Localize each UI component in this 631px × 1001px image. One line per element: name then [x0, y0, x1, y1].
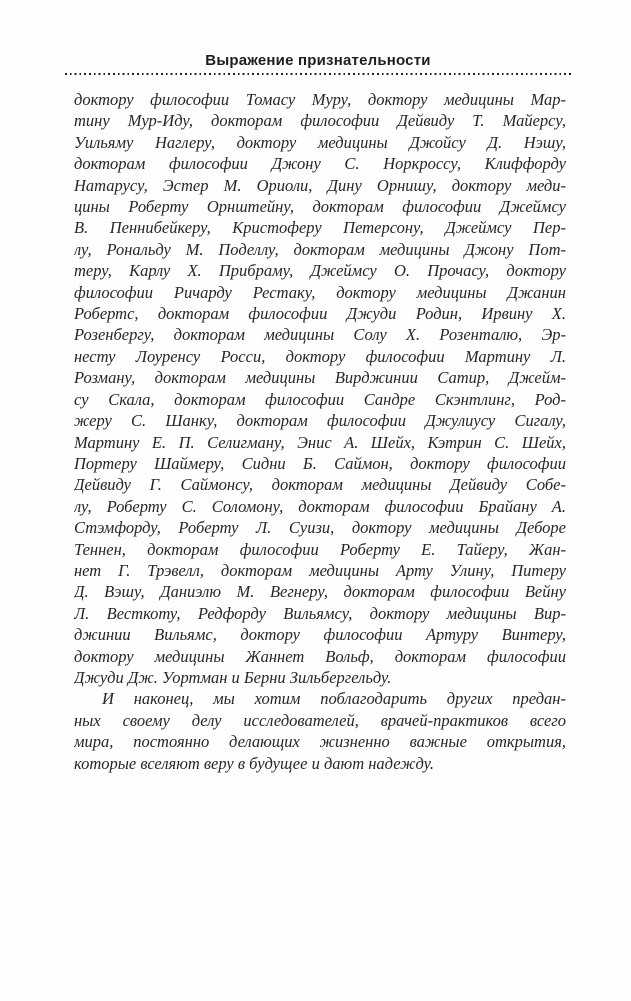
- text-line: цины Роберту Орнштейну, докторам философии Джеймсу: [74, 197, 566, 217]
- text-line: мира, постоянно делающих жизненно важные открытия,: [74, 732, 566, 752]
- text-line: несту Лоуренсу Росси, доктору философии Мартину Л.: [74, 346, 566, 366]
- text-line: Джуди Дж. Уортман и Берни Зильбергельду.: [74, 667, 392, 687]
- text-line: доктору медицины Жаннет Вольф, докторам философии: [74, 646, 566, 666]
- body-text: [74, 89, 566, 774]
- text-line: Л. Весткоту, Редфорду Вильямсу, доктору медицины Вир-: [74, 603, 566, 623]
- text-line: И наконец, мы хотим поблагодарить других предан-: [102, 689, 566, 709]
- text-line: Стэмфорду, Роберту Л. Суизи, доктору медицины Деборе: [74, 518, 566, 538]
- text-line: докторам философии Джону С. Норкроссу, Клиффорду: [74, 154, 566, 174]
- text-line: Уильяму Наглеру, доктору медицины Джойсу Д. Нэшу,: [74, 132, 566, 152]
- text-line: Розману, докторам медицины Вирджинии Сатир, Джейм-: [74, 368, 566, 388]
- text-line: теру, Карлу Х. Прибраму, Джеймсу О. Прочасу, доктору: [74, 261, 566, 281]
- text-line: философии Ричарду Рестаку, доктору медицины Джанин: [74, 282, 566, 302]
- text-line: Теннен, докторам философии Роберту Е. Тайеру, Жан-: [74, 539, 566, 559]
- text-line: Портеру Шаймеру, Сидни Б. Саймон, доктору философии: [74, 453, 566, 473]
- text-line: су Скала, докторам философии Сандре Скэнтлинг, Род-: [74, 389, 566, 409]
- text-line: джинии Вильямс, доктору философии Артуру Винтеру,: [74, 625, 566, 645]
- text-line: ных своему делу исследователей, врачей-практиков всего: [74, 710, 566, 730]
- paragraph-acknowledgments: [74, 89, 566, 688]
- running-header: Выражение признательности: [205, 52, 431, 69]
- text-line: Мартину Е. П. Селигману, Энис А. Шейх, Кэтрин С. Шейх,: [74, 432, 566, 452]
- text-line: Дейвиду Г. Саймонсу, докторам медицины Дейвиду Собе-: [74, 475, 566, 495]
- text-line: жеру С. Шанку, докторам философии Джулиусу Сигалу,: [74, 411, 566, 431]
- text-line: нет Г. Трэвелл, докторам медицины Арту Улину, Питеру: [74, 560, 566, 580]
- text-line: доктору философии Томасу Муру, доктору медицины Мар-: [74, 90, 566, 109]
- dotted-rule: [65, 73, 571, 75]
- text-line: лу, Роберту С. Соломону, докторам философии Брайану А.: [74, 496, 566, 516]
- text-line: Д. Вэшу, Даниэлю М. Вегнеру, докторам философии Вейну: [74, 582, 566, 602]
- text-line: которые вселяют веру в будущее и дают надежду.: [74, 753, 435, 773]
- text-line: В. Пеннибейкеру, Кристоферу Петерсону, Джеймсу Пер-: [74, 218, 566, 238]
- text-line: Розенбергу, докторам медицины Солу Х. Розенталю, Эр-: [74, 325, 566, 345]
- text-line: тину Мур-Иду, докторам философии Дейвиду Т. Майерсу,: [74, 111, 566, 131]
- text-line: Робертс, докторам философии Джуди Родин, Ирвину Х.: [74, 304, 566, 324]
- text-line: лу, Рональду М. Поделлу, докторам медицины Джону Пот-: [74, 239, 566, 259]
- paragraph-closing: [74, 688, 566, 774]
- text-line: Натарусу, Эстер М. Ориоли, Дину Орнишу, доктору меди-: [74, 175, 566, 195]
